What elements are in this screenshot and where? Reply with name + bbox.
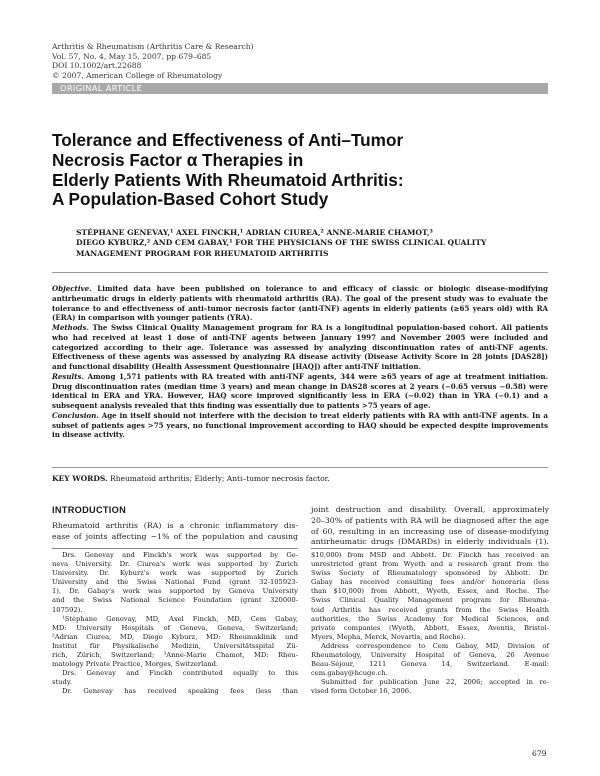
conclusion-label: Conclusion. [52, 410, 99, 420]
author-list [76, 228, 546, 259]
journal-copyright: © 2007, American College of Rheumatology [52, 70, 223, 80]
intro-right-line-2: 20–30% of patients with RA will be diagnosed after the age [311, 515, 549, 525]
authors-line-1: STÉPHANE GENEVAY,¹ AXEL FINCKH,¹ ADRIAN CIUREA,² ANNE-MARIE CHAMOT,³ [76, 228, 433, 237]
footnote-line: University and the Swiss National Fund (grant 32-105923- [52, 578, 298, 587]
section-band [52, 83, 548, 94]
journal-name: Arthritis & Rheumatism (Arthritis Care & Research) [52, 42, 254, 51]
page-number: 679 [532, 749, 547, 758]
footnote-line: than $10,000) from Abbott, Wyeth, Essex, and Roche. The [311, 587, 549, 596]
intro-left-line-2: ease of joints affecting ~1% of the population and causing [52, 531, 298, 541]
journal-doi: DOI 10.1002/art.22688 [52, 61, 142, 71]
results-text: Among 1,571 patients with RA treated with anti-TNF agents, 344 were ≥65 years of age at treatment initiation. Drug discontinuation rates (median time 3 years) and mean change in DAS28 scores at 2 years (−0.65 versus −0.58) were identical in ERA and YRA. However, HAQ score improved significantly less in ERA (−0.02) than in YRA (−0.1) and a subsequent analysis revealed that this finding was essentially due to patients >75 years of age. [52, 371, 548, 410]
journal-volume: Vol. 57, No. 4, May 15, 2007, pp 679–685 [52, 51, 212, 61]
footnote-line: Submitted for publication June 22, 2006; accepted in re- [321, 678, 549, 687]
authors-line-3: MANAGEMENT PROGRAM FOR RHEUMATOID ARTHRITIS [76, 248, 329, 258]
footnote-line: Rheumatology, University Hospital of Geneva, 26 Avenue [311, 651, 549, 660]
footnote-line: matology Private Practice, Morges, Switzerland. [52, 660, 219, 669]
intro-right-line-3: of 60, resulting in an increasing use of disease-modifying [311, 526, 549, 536]
footnote-line: 107592). [52, 605, 83, 614]
footnote-line: Drs. Genevay and Finckh contributed equally to this [62, 669, 298, 678]
journal-citation [52, 42, 254, 80]
introduction-left-column [52, 521, 298, 543]
footnote-line: private companies (Wyeth, Abbott, Essex, Aventis, Bristol- [311, 623, 549, 632]
footnote-line: vised form October 16, 2006. [311, 687, 412, 696]
section-label: ORIGINAL ARTICLE [60, 83, 143, 93]
keywords [52, 474, 330, 484]
footnote-line: Address correspondence to Cem Gabay, MD, Division of [321, 641, 549, 650]
footnote-line: neva University. Dr. Ciurea's work was supported by Zurich [52, 560, 298, 569]
footnote-line: Institut für Physikalische Medizin, Universitätsspital Zü- [52, 641, 298, 650]
abstract-results [52, 372, 548, 411]
footnote-line: $10,000) from MSD and Abbott. Dr. Finckh has received an [311, 551, 549, 559]
footnote-line: rich, Zürich, Switzerland; ³Anne-Marie Chamot, MD: Rheu- [52, 651, 298, 660]
abstract-top-divider [52, 272, 548, 273]
objective-text: Limited data have been published on tolerance to and efficacy of classic or biologic disease-modifying antirheumatic drugs in elderly patients with rheumatoid arthritis (RA). The goal of the present study was to evaluate the tolerance to and effectiveness of anti–tumor necrosis factor (anti-TNF) agents in elderly patients (≥65 years old) with RA (ERA) in comparison with younger patients (YRA). [52, 284, 548, 323]
footnotes-right [311, 551, 549, 697]
title-line-2: Necrosis Factor α Therapies in [52, 149, 304, 170]
footnote-line: Swiss Clinical Quality Management program for Rheuma- [311, 596, 549, 605]
footnote-line: ²Adrian Ciurea, MD, Diego Kyburz, MD: Rheumaklinik und [52, 632, 298, 641]
title-line-1: Tolerance and Effectiveness of Anti–Tumor [52, 130, 404, 150]
abstract-bottom-divider [52, 467, 548, 468]
results-label: Results. [52, 371, 84, 381]
footnote-line: Dr. Genevay has received speaking fees (less than [62, 687, 298, 696]
footnotes-left [52, 551, 298, 697]
introduction-right-column [311, 505, 549, 548]
footnote-right-divider [311, 548, 549, 549]
footnote-line: 1). Dr. Gabay's work was supported by Geneva University [52, 587, 298, 596]
title-line-4: A Population-Based Cohort Study [52, 189, 329, 210]
intro-right-line-1: joint destruction and disability. Overall, approximately [311, 505, 549, 514]
footnote-line: ¹Stéphane Genevay, MD, Axel Finckh, MD, Cem Gabay, [62, 614, 298, 623]
footnote-line: study. [52, 678, 72, 687]
footnote-line: Myers, Mepha, Merck, Novartis, and Roche). [311, 632, 466, 641]
article-title [52, 131, 552, 210]
introduction-heading: INTRODUCTION [52, 505, 127, 515]
intro-right-line-4: antirheumatic drugs (DMARDs) in elderly individuals (1). [311, 537, 549, 547]
conclusion-text: Age in itself should not interfere with the decision to treat elderly patients with RA with anti-TNF agents. In a subset of patients ages >75 years, no functional improvement according to HAQ should be expected despite improvements in disease activity. [52, 410, 548, 440]
abstract-objective [52, 284, 548, 323]
footnote-line: toid Arthritis has received grants from the Swiss Health [311, 605, 549, 614]
footnote-line: unrestricted grant from Wyeth and a research grant from the [311, 560, 549, 569]
methods-text: The Swiss Clinical Quality Management program for RA is a longitudinal population-based cohort. All patients who had received at least 1 dose of anti-TNF agents between January 1997 and November 2005 were included and categorized according to their age. Tolerance was assessed by analyzing discontinuation rates of anti-TNF agents. Effectiveness of these agents was assessed by analyzing RA disease activity (Disease Activity Score in 28 joints [DAS28]) and functional disability (Health Assessment Questionnaire [HAQ]) after anti-TNF initiation. [52, 323, 548, 371]
footnote-line: Drs. Genevay and Finckh's work was supported by Ge- [62, 551, 298, 559]
footnote-line: University. Dr. Kyburz's work was supported by Zurich [52, 569, 298, 578]
footnote-line: authorities, the Swiss Academy for Medical Sciences, and [311, 614, 549, 623]
methods-label: Methods. [52, 323, 89, 332]
keywords-text: Rheumatoid arthritis; Elderly; Anti–tumor necrosis factor. [110, 474, 330, 483]
footnote-line: Beau-Séjour, 1211 Geneva 14, Switzerland. E-mail: [311, 660, 549, 669]
footnote-line: Gabay has received consulting fees and/or honoraria (less [311, 578, 549, 587]
authors-line-2: DIEGO KYBURZ,² AND CEM GABAY,¹ FOR THE PHYSICIANS OF THE SWISS CLINICAL QUALITY [76, 238, 487, 248]
objective-label: Objective. [52, 284, 92, 293]
keywords-label: KEY WORDS. [52, 474, 108, 483]
abstract-methods [52, 323, 548, 372]
title-line-3: Elderly Patients With Rheumatoid Arthritis: [52, 169, 404, 190]
abstract [52, 284, 548, 440]
footnote-line: Swiss Society of Rheumatology sponsored by Abbott. Dr. [311, 569, 549, 578]
intro-left-line-1: Rheumatoid arthritis (RA) is a chronic inflammatory dis- [52, 521, 298, 530]
footnote-left-divider [52, 548, 298, 549]
footnote-line: and the Swiss National Science Foundation (grant 320000- [52, 596, 298, 605]
footnote-line: MD: University Hospitals of Geneva, Geneva, Switzerland; [52, 623, 298, 632]
abstract-conclusion [52, 411, 548, 440]
footnote-line: cem.gabay@hcuge.ch. [311, 669, 388, 678]
